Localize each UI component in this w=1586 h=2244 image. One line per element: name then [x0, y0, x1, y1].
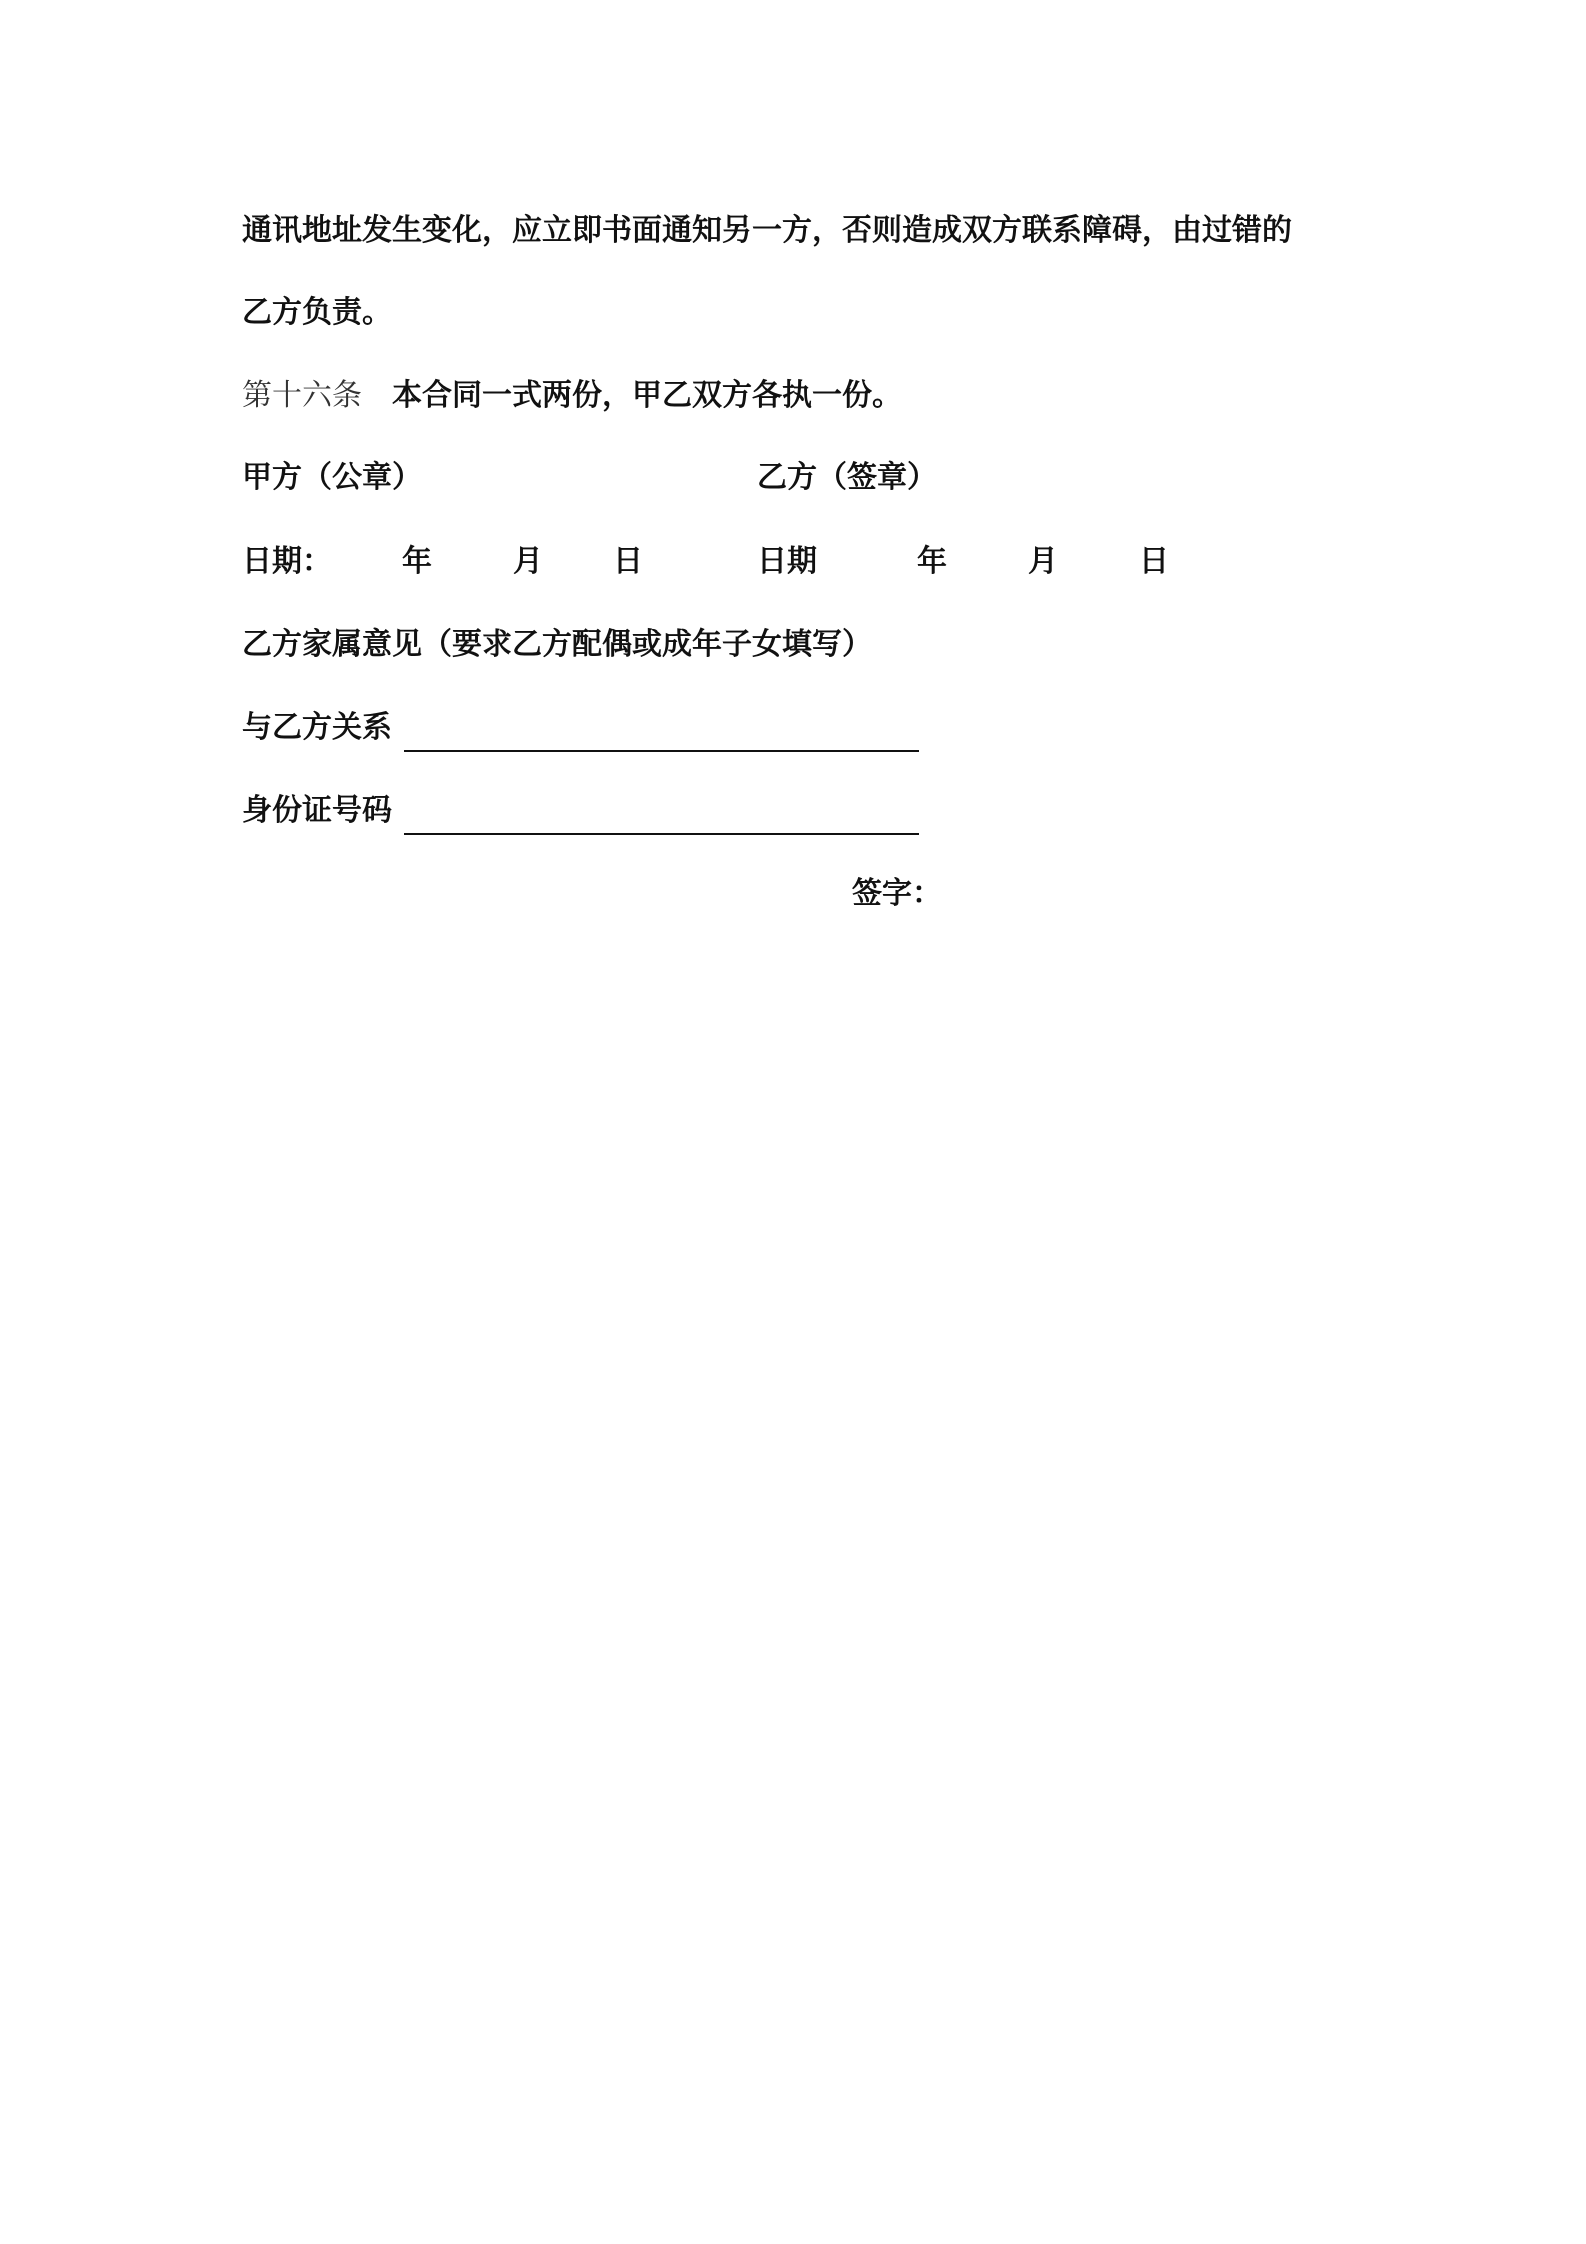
family-opinion-heading: 乙方家属意见（要求乙方配偶或成年子女填写） [242, 627, 872, 662]
id-number-label: 身份证号码 [242, 793, 392, 828]
article-16 [242, 376, 902, 416]
date-row [242, 542, 1342, 582]
party-a-date-label: 日期： [242, 544, 332, 579]
party-a-seal: 甲方（公章） [242, 460, 422, 495]
relation-label: 与乙方关系 [242, 710, 392, 745]
party-b-date-label: 日期 [757, 544, 817, 579]
party-b-month: 月 [1028, 544, 1058, 579]
paragraph-line-2: 乙方负责。 [242, 295, 392, 330]
article-16-label: 第十六条 [242, 378, 362, 413]
party-a-month: 月 [513, 544, 543, 579]
party-a-day: 日 [613, 544, 643, 579]
paragraph-line-1: 通讯地址发生变化，应立即书面通知另一方，否则造成双方联系障碍，由过错的 [242, 213, 1292, 248]
id-number-blank-line[interactable] [404, 833, 919, 835]
party-b-day: 日 [1139, 544, 1169, 579]
signature-label: 签字： [852, 876, 942, 911]
party-a-year: 年 [402, 544, 432, 579]
relation-blank-line[interactable] [404, 750, 919, 752]
party-b-year: 年 [917, 544, 947, 579]
signature-row [242, 458, 1342, 498]
party-b-seal: 乙方（签章） [757, 460, 937, 495]
article-16-text: 本合同一式两份，甲乙双方各执一份。 [392, 378, 902, 413]
